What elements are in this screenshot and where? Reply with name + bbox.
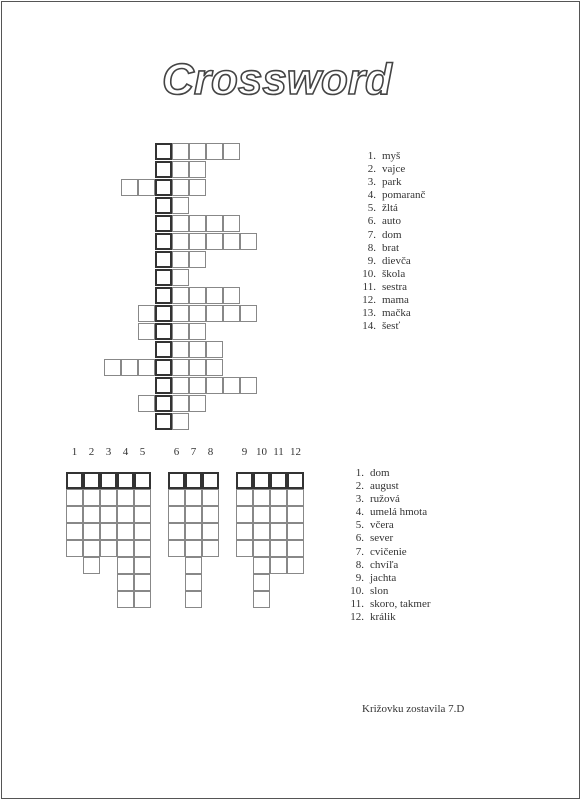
clue-item — [358, 215, 425, 228]
clue-item — [358, 255, 425, 268]
grid-cell[interactable] — [83, 523, 100, 540]
clue-word: umelá hmota — [370, 506, 428, 519]
grid-cell[interactable] — [206, 377, 223, 394]
column-number: 6 — [173, 446, 180, 458]
grid-cell[interactable] — [117, 489, 134, 506]
key-cell[interactable] — [117, 472, 134, 489]
key-cell[interactable] — [168, 472, 185, 489]
grid-cell[interactable] — [270, 523, 287, 540]
grid-cell[interactable] — [236, 540, 253, 557]
key-cell[interactable] — [155, 359, 172, 376]
grid-cell[interactable] — [240, 233, 257, 250]
grid-cell[interactable] — [270, 506, 287, 523]
grid-cell[interactable] — [287, 506, 304, 523]
key-cell[interactable] — [155, 179, 172, 196]
grid-cell[interactable] — [270, 557, 287, 574]
grid-cell[interactable] — [172, 287, 189, 304]
grid-cell[interactable] — [202, 540, 219, 557]
grid-cell[interactable] — [134, 523, 151, 540]
clue-word: jachta — [370, 571, 397, 584]
grid-cell[interactable] — [138, 305, 155, 322]
grid-cell[interactable] — [172, 197, 189, 214]
grid-cell[interactable] — [172, 233, 189, 250]
clue-number: 4. — [355, 506, 364, 519]
clue-item — [346, 519, 430, 532]
key-cell[interactable] — [66, 472, 83, 489]
grid-cell[interactable] — [202, 523, 219, 540]
grid-cell[interactable] — [206, 359, 223, 376]
grid-cell[interactable] — [172, 215, 189, 232]
grid-cell[interactable] — [172, 359, 189, 376]
grid-cell[interactable] — [223, 143, 240, 160]
grid-cell[interactable] — [172, 161, 189, 178]
clue-word: dom — [382, 228, 402, 241]
grid-cell[interactable] — [185, 574, 202, 591]
title-text: Crossword — [162, 55, 392, 104]
grid-cell[interactable] — [66, 540, 83, 557]
clue-number: 1. — [355, 467, 364, 479]
column-number: 7 — [190, 446, 197, 458]
clue-item — [346, 532, 430, 545]
clue-item — [358, 150, 425, 163]
grid-cell[interactable] — [134, 540, 151, 557]
key-cell[interactable] — [236, 472, 253, 489]
clue-number: 10. — [350, 584, 364, 597]
clue-word: šesť — [382, 320, 401, 333]
clue-word: skoro, takmer — [370, 597, 431, 610]
clue-item — [346, 546, 430, 559]
clue-item — [346, 467, 430, 480]
clue-word: vajce — [382, 163, 406, 176]
clue-word: cvičenie — [370, 545, 407, 558]
column-number: 1 — [71, 446, 78, 458]
clue-number: 9. — [355, 571, 364, 584]
clue-word: ružová — [370, 493, 400, 506]
clue-item — [358, 281, 425, 294]
column-number: 4 — [122, 446, 129, 458]
grid-cell[interactable] — [168, 489, 185, 506]
clue-number: 11. — [350, 597, 364, 610]
grid-cell[interactable] — [172, 305, 189, 322]
key-cell[interactable] — [134, 472, 151, 489]
grid-cell[interactable] — [236, 489, 253, 506]
clue-word: brat — [382, 241, 400, 254]
grid-cell[interactable] — [189, 341, 206, 358]
grid-cell[interactable] — [172, 413, 189, 430]
clue-number: 6. — [355, 532, 364, 545]
grid-cell[interactable] — [270, 540, 287, 557]
grid-cell[interactable] — [236, 506, 253, 523]
grid-cell[interactable] — [185, 557, 202, 574]
clue-item — [358, 163, 425, 176]
footer-credit: Križovku zostavila 7.D — [362, 703, 465, 715]
clue-word: žltá — [382, 202, 398, 215]
clue-word: mačka — [382, 307, 411, 320]
grid-cell[interactable] — [185, 489, 202, 506]
clue-item — [358, 202, 425, 215]
grid-cell[interactable] — [185, 506, 202, 523]
grid-cell[interactable] — [253, 574, 270, 591]
grid-cell[interactable] — [134, 489, 151, 506]
grid-cell[interactable] — [189, 251, 206, 268]
grid-cell[interactable] — [206, 215, 223, 232]
clue-number: 5. — [367, 202, 376, 215]
grid-cell[interactable] — [117, 574, 134, 591]
grid-cell[interactable] — [168, 506, 185, 523]
clue-number: 11. — [362, 280, 376, 293]
column-number: 2 — [88, 446, 95, 458]
clue-word: slon — [370, 584, 389, 597]
grid-cell[interactable] — [206, 305, 223, 322]
grid-cell[interactable] — [172, 143, 189, 160]
grid-cell[interactable] — [189, 233, 206, 250]
clue-item — [358, 294, 425, 307]
grid-cell[interactable] — [223, 215, 240, 232]
clue-item — [358, 176, 425, 189]
grid-cell[interactable] — [117, 506, 134, 523]
grid-cell[interactable] — [240, 377, 257, 394]
grid-cell[interactable] — [172, 179, 189, 196]
key-cell[interactable] — [155, 269, 172, 286]
clue-number: 2. — [355, 480, 364, 493]
grid-cell[interactable] — [240, 305, 257, 322]
grid-cell[interactable] — [189, 179, 206, 196]
grid-cell[interactable] — [117, 591, 134, 608]
column-number: 10 — [256, 446, 267, 458]
clue-word: králik — [370, 611, 396, 624]
grid-cell[interactable] — [236, 523, 253, 540]
clue-number: 9. — [367, 254, 376, 267]
grid-cell[interactable] — [83, 506, 100, 523]
grid-cell[interactable] — [223, 287, 240, 304]
clue-number: 1. — [367, 150, 376, 162]
key-cell[interactable] — [287, 472, 304, 489]
clue-item — [358, 268, 425, 281]
clue-word: mama — [382, 294, 409, 307]
key-cell[interactable] — [100, 472, 117, 489]
clue-item — [358, 320, 425, 333]
grid-cell[interactable] — [138, 395, 155, 412]
grid-cell[interactable] — [189, 215, 206, 232]
key-cell[interactable] — [83, 472, 100, 489]
key-cell[interactable] — [155, 197, 172, 214]
grid-cell[interactable] — [189, 323, 206, 340]
column-number: 11 — [273, 446, 284, 458]
clue-word: dom — [370, 467, 390, 479]
grid-cell[interactable] — [189, 359, 206, 376]
grid-cell[interactable] — [189, 161, 206, 178]
clue-word: park — [382, 176, 402, 189]
grid-cell[interactable] — [189, 143, 206, 160]
grid-cell[interactable] — [185, 540, 202, 557]
clue-item — [358, 229, 425, 242]
grid-cell[interactable] — [189, 287, 206, 304]
clue-word: myš — [382, 150, 401, 162]
page-border — [1, 1, 580, 799]
grid-cell[interactable] — [104, 359, 121, 376]
clue-number: 6. — [367, 215, 376, 228]
grid-cell[interactable] — [117, 557, 134, 574]
clue-item — [358, 189, 425, 202]
clue-list-1 — [358, 150, 425, 333]
grid-cell[interactable] — [172, 269, 189, 286]
column-number: 5 — [139, 446, 146, 458]
clue-word: auto — [382, 215, 401, 228]
clue-number: 3. — [367, 176, 376, 189]
grid-cell[interactable] — [100, 489, 117, 506]
key-cell[interactable] — [185, 472, 202, 489]
grid-cell[interactable] — [100, 523, 117, 540]
clue-item — [346, 480, 430, 493]
clue-number: 14. — [362, 320, 376, 333]
grid-cell[interactable] — [287, 540, 304, 557]
clue-number: 7. — [355, 545, 364, 558]
clue-word: august — [370, 480, 399, 493]
grid-cell[interactable] — [138, 323, 155, 340]
grid-cell[interactable] — [172, 323, 189, 340]
column-number: 9 — [241, 446, 248, 458]
grid-cell[interactable] — [202, 489, 219, 506]
grid-cell[interactable] — [138, 359, 155, 376]
clue-word: škola — [382, 267, 406, 280]
clue-item — [346, 572, 430, 585]
clue-number: 5. — [355, 519, 364, 532]
clue-number: 7. — [367, 228, 376, 241]
grid-cell[interactable] — [172, 395, 189, 412]
grid-cell[interactable] — [206, 341, 223, 358]
grid-cell[interactable] — [134, 557, 151, 574]
grid-cell[interactable] — [83, 540, 100, 557]
clue-word: pomaranč — [382, 189, 426, 202]
grid-cell[interactable] — [253, 489, 270, 506]
grid-cell[interactable] — [121, 359, 138, 376]
clue-item — [346, 506, 430, 519]
key-cell[interactable] — [155, 287, 172, 304]
grid-cell[interactable] — [66, 523, 83, 540]
key-cell[interactable] — [202, 472, 219, 489]
key-cell[interactable] — [155, 233, 172, 250]
clue-item — [346, 611, 430, 624]
grid-cell[interactable] — [83, 489, 100, 506]
grid-cell[interactable] — [189, 377, 206, 394]
key-cell[interactable] — [253, 472, 270, 489]
clue-list-2 — [346, 467, 430, 624]
column-number: 3 — [105, 446, 112, 458]
grid-cell[interactable] — [287, 489, 304, 506]
clue-item — [346, 559, 430, 572]
key-cell[interactable] — [270, 472, 287, 489]
clue-item — [346, 493, 430, 506]
key-cell[interactable] — [155, 161, 172, 178]
clue-word: sever — [370, 532, 394, 545]
grid-cell[interactable] — [172, 377, 189, 394]
clue-word: sestra — [382, 280, 408, 293]
grid-cell[interactable] — [100, 540, 117, 557]
clue-number: 13. — [362, 307, 376, 320]
grid-cell[interactable] — [134, 591, 151, 608]
clue-number: 8. — [355, 558, 364, 571]
grid-cell[interactable] — [253, 506, 270, 523]
clue-word: chvíľa — [370, 558, 399, 571]
clue-number: 3. — [355, 493, 364, 506]
key-cell[interactable] — [155, 251, 172, 268]
grid-cell[interactable] — [83, 557, 100, 574]
clue-item — [358, 307, 425, 320]
grid-cell[interactable] — [270, 489, 287, 506]
grid-cell[interactable] — [287, 523, 304, 540]
grid-cell[interactable] — [100, 506, 117, 523]
grid-cell[interactable] — [223, 305, 240, 322]
clue-number: 2. — [367, 163, 376, 176]
key-cell[interactable] — [155, 323, 172, 340]
grid-cell[interactable] — [172, 341, 189, 358]
grid-cell[interactable] — [253, 523, 270, 540]
crossword-title — [162, 42, 392, 107]
grid-cell[interactable] — [121, 179, 138, 196]
clue-word: včera — [370, 519, 394, 532]
grid-cell[interactable] — [202, 506, 219, 523]
grid-cell[interactable] — [185, 591, 202, 608]
clue-number: 10. — [362, 267, 376, 280]
grid-cell[interactable] — [287, 557, 304, 574]
grid-cell[interactable] — [206, 143, 223, 160]
key-cell[interactable] — [155, 215, 172, 232]
key-cell[interactable] — [155, 305, 172, 322]
key-cell[interactable] — [155, 143, 172, 160]
grid-cell[interactable] — [253, 591, 270, 608]
grid-cell[interactable] — [168, 540, 185, 557]
grid-cell[interactable] — [189, 395, 206, 412]
grid-cell[interactable] — [138, 179, 155, 196]
column-number: 12 — [290, 446, 301, 458]
clue-number: 12. — [350, 611, 364, 624]
grid-cell[interactable] — [223, 377, 240, 394]
key-cell[interactable] — [155, 341, 172, 358]
clue-number: 12. — [362, 294, 376, 307]
grid-cell[interactable] — [223, 233, 240, 250]
clue-item — [346, 585, 430, 598]
grid-cell[interactable] — [185, 523, 202, 540]
grid-cell[interactable] — [66, 506, 83, 523]
grid-cell[interactable] — [168, 523, 185, 540]
grid-cell[interactable] — [66, 489, 83, 506]
grid-cell[interactable] — [172, 251, 189, 268]
grid-cell[interactable] — [134, 574, 151, 591]
key-cell[interactable] — [155, 395, 172, 412]
clue-item — [346, 598, 430, 611]
clue-word: dievča — [382, 254, 411, 267]
clue-number: 8. — [367, 241, 376, 254]
clue-number: 4. — [367, 189, 376, 202]
grid-cell[interactable] — [253, 557, 270, 574]
column-number: 8 — [207, 446, 214, 458]
grid-cell[interactable] — [189, 305, 206, 322]
grid-cell[interactable] — [253, 540, 270, 557]
key-cell[interactable] — [155, 413, 172, 430]
grid-cell[interactable] — [206, 287, 223, 304]
clue-item — [358, 242, 425, 255]
grid-cell[interactable] — [117, 540, 134, 557]
grid-cell[interactable] — [206, 233, 223, 250]
key-cell[interactable] — [155, 377, 172, 394]
grid-cell[interactable] — [117, 523, 134, 540]
grid-cell[interactable] — [134, 506, 151, 523]
